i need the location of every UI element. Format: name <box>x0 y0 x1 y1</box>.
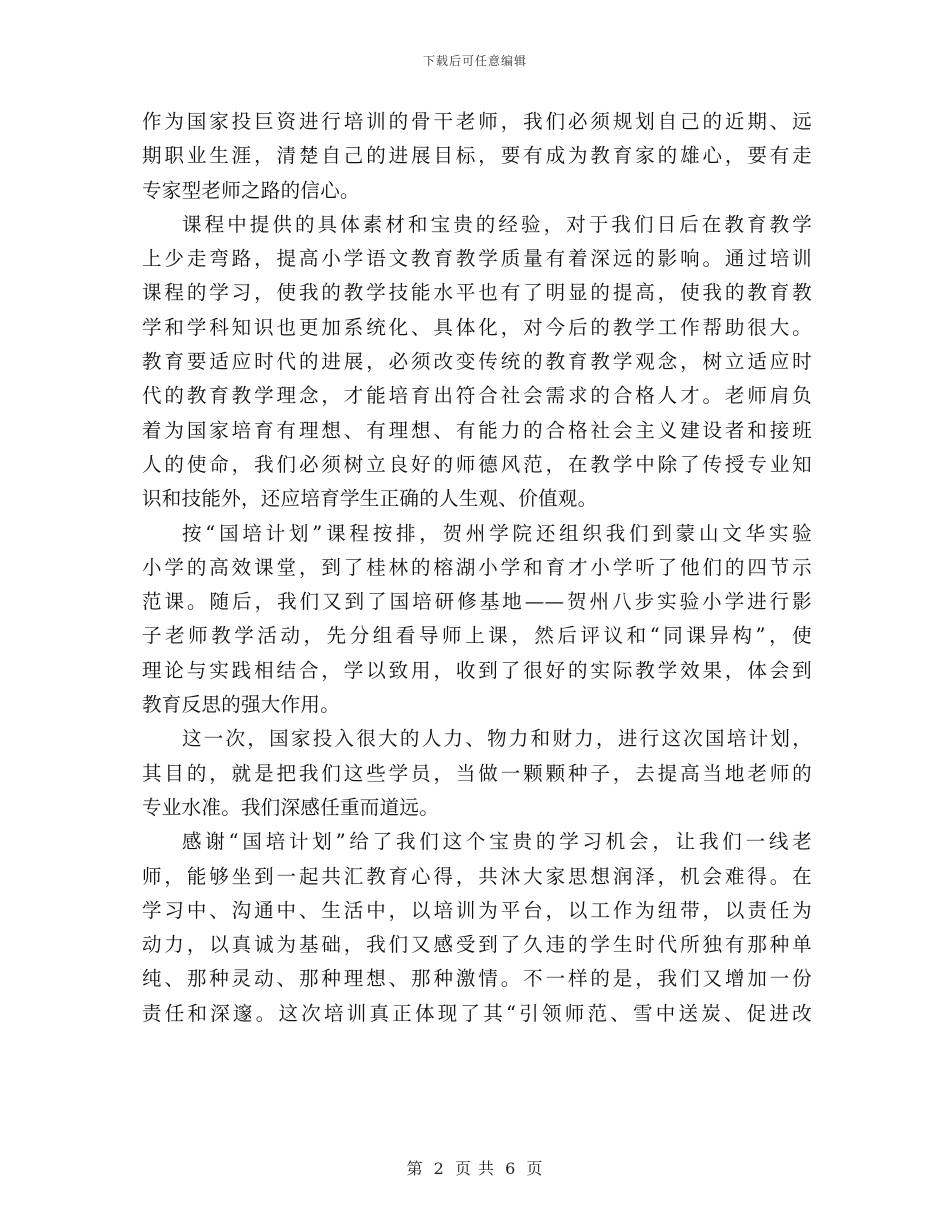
text-line: 教育反思的强大作用。 <box>142 693 341 717</box>
footer-prefix: 第 <box>406 1159 424 1178</box>
text-line: 教育要适应时代的进展，必须改变传统的教育教学观念，树立适应时 <box>142 350 812 374</box>
text-line: 纯、那种灵动、那种理想、那种激情。不一样的是，我们又增加一份 <box>142 967 812 991</box>
text-line: 代的教育教学理念，才能培育出符合社会需求的合格人才。老师肩负 <box>142 384 812 408</box>
text-line: 识和技能外，还应培育学生正确的人生观、价值观。 <box>142 487 598 511</box>
text-line: 作为国家投巨资进行培训的骨干老师，我们必须规划自己的近期、远 <box>142 110 812 133</box>
text-line: 按“国培计划”课程按排，贺州学院还组织我们到蒙山文华实验 <box>182 521 812 545</box>
text-line: 师，能够坐到一起共汇教育心得，共沐大家思想润泽，机会难得。在 <box>142 864 812 888</box>
paragraph <box>142 722 812 825</box>
page-footer <box>0 1156 950 1179</box>
footer-page-number: 2 <box>433 1159 445 1178</box>
text-line: 课程中提供的具体素材和宝贵的经验，对于我们日后在教育教学 <box>182 212 812 236</box>
paragraph <box>142 825 812 1031</box>
text-line: 学和学科知识也更加系统化、具体化，对今后的教学工作帮助很大。 <box>142 315 812 339</box>
text-line: 责任和深邃。这次培训真正体现了其“引领师范、雪中送炭、促进改 <box>142 1001 812 1025</box>
text-line: 子老师教学活动，先分组看导师上课，然后评议和“同课异构”，使 <box>142 624 812 648</box>
text-line: 这一次，国家投入很大的人力、物力和财力，进行这次国培计划， <box>182 727 812 751</box>
text-line: 范课。随后，我们又到了国培研修基地——贺州八步实验小学进行影 <box>142 590 812 614</box>
paragraph <box>142 517 812 723</box>
text-line: 着为国家培育有理想、有理想、有能力的合格社会主义建设者和接班 <box>142 418 812 442</box>
footer-total-pages: 6 <box>505 1159 517 1178</box>
text-line: 感谢“国培计划”给了我们这个宝贵的学习机会，让我们一线老 <box>182 830 812 854</box>
document-body <box>142 105 812 1031</box>
text-line: 人的使命，我们必须树立良好的师德风范，在教学中除了传授专业知 <box>142 452 812 476</box>
text-line: 专家型老师之路的信心。 <box>142 178 360 202</box>
footer-suffix: 页 <box>526 1159 544 1178</box>
paragraph <box>142 105 812 208</box>
paragraph <box>142 208 812 517</box>
text-line: 课程的学习，使我的教学技能水平也有了明显的提高，使我的教育教 <box>142 281 812 305</box>
text-line: 专业水准。我们深感任重而道远。 <box>142 795 440 819</box>
text-line: 上少走弯路，提高小学语文教育教学质量有着深远的影响。通过培训 <box>142 247 812 271</box>
text-line: 期职业生涯，清楚自己的进展目标，要有成为教育家的雄心，要有走 <box>142 144 812 168</box>
page-header: 下载后可任意编辑 <box>422 54 527 68</box>
footer-mid: 页 共 <box>454 1159 496 1178</box>
text-line: 理论与实践相结合，学以致用，收到了很好的实际教学效果，体会到 <box>142 658 812 682</box>
text-line: 小学的高效课堂，到了桂林的榕湖小学和育才小学听了他们的四节示 <box>142 555 812 579</box>
text-line: 动力，以真诚为基础，我们又感受到了久违的学生时代所独有那种单 <box>142 933 812 957</box>
text-line: 其目的，就是把我们这些学员，当做一颗颗种子，去提高当地老师的 <box>142 761 812 785</box>
text-line: 学习中、沟通中、生活中，以培训为平台，以工作为纽带，以责任为 <box>142 898 812 922</box>
